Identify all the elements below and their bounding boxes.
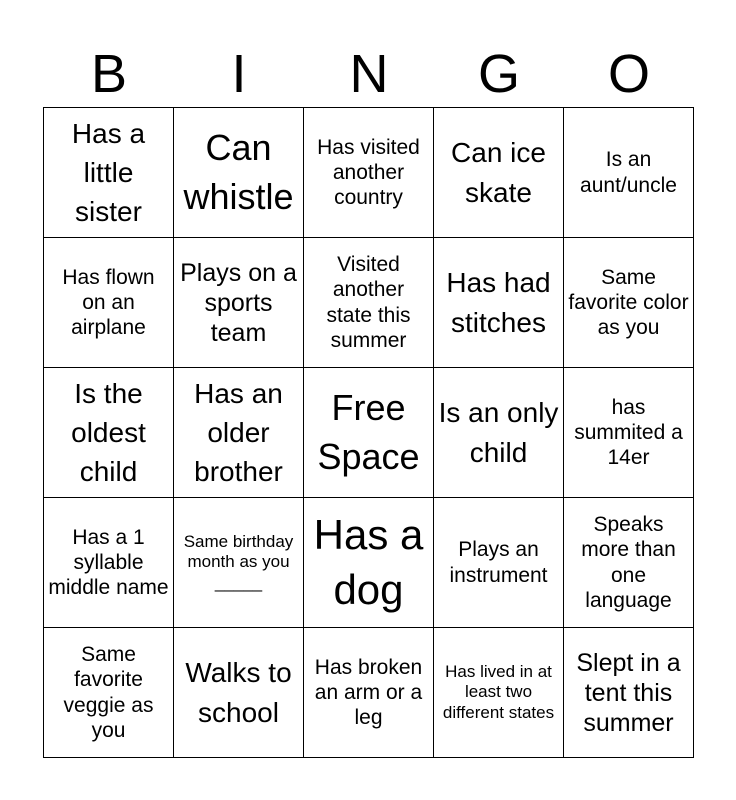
cell-text: Speaks more than one language — [581, 513, 676, 612]
cell-text: Plays on a sports team — [180, 258, 297, 347]
bingo-cell[interactable] — [564, 238, 694, 368]
cell-text: Is an aunt/uncle — [580, 148, 677, 197]
bingo-cell[interactable] — [434, 368, 564, 498]
header-letter-i: I — [231, 44, 247, 104]
bingo-cell[interactable] — [434, 628, 564, 758]
cell-text: Can ice skate — [451, 137, 546, 208]
cell-text: Has a 1 syllable middle name — [48, 525, 169, 600]
cell-text: Has a little sister — [71, 117, 146, 228]
bingo-cell[interactable] — [174, 238, 304, 368]
cell-text: Plays an instrument — [449, 538, 548, 587]
header-letter-n: N — [349, 44, 389, 104]
bingo-cell[interactable] — [174, 628, 304, 758]
bingo-cell[interactable] — [304, 498, 434, 628]
cell-text: Same birthday month as you _____ — [183, 531, 294, 592]
cell-text: Walks to school — [185, 657, 292, 728]
bingo-cell[interactable] — [564, 368, 694, 498]
bingo-cell[interactable] — [434, 498, 564, 628]
cell-text: Visited another state this summer — [326, 253, 411, 352]
cell-text: Same favorite veggie as you — [63, 643, 154, 742]
cell-text: Has lived in at least two different states — [442, 661, 555, 722]
bingo-cell[interactable] — [174, 368, 304, 498]
bingo-cell[interactable] — [174, 108, 304, 238]
bingo-cell[interactable] — [44, 108, 174, 238]
bingo-cell[interactable] — [434, 238, 564, 368]
bingo-cell[interactable] — [174, 498, 304, 628]
bingo-board — [43, 107, 694, 758]
cell-text: Is an only child — [438, 397, 559, 468]
bingo-cell[interactable] — [434, 108, 564, 238]
cell-text: Has a dog — [313, 510, 424, 613]
cell-text: Has broken an arm or a leg — [314, 655, 423, 730]
cell-text: has summited a 14er — [574, 395, 683, 470]
bingo-cell[interactable] — [304, 238, 434, 368]
cell-text: Slept in a tent this summer — [576, 648, 681, 737]
cell-text: Has flown on an airplane — [62, 265, 155, 340]
bingo-cell[interactable] — [44, 628, 174, 758]
bingo-cell[interactable] — [564, 628, 694, 758]
header-letter-o: O — [607, 44, 650, 104]
bingo-header — [44, 40, 694, 108]
bingo-cell[interactable] — [564, 108, 694, 238]
cell-text: Has visited another country — [317, 135, 420, 210]
bingo-cell[interactable] — [44, 238, 174, 368]
cell-text: Is the oldest child — [71, 377, 146, 488]
cell-text: Same favorite color as you — [568, 265, 689, 340]
bingo-cell[interactable] — [304, 108, 434, 238]
bingo-cell[interactable] — [44, 368, 174, 498]
cell-text: Has had stitches — [446, 267, 551, 338]
bingo-cell[interactable] — [44, 498, 174, 628]
header-letter-b: B — [90, 44, 128, 104]
cell-text: Can whistle — [183, 126, 294, 217]
cell-text: Has an older brother — [194, 377, 283, 488]
bingo-cell[interactable] — [564, 498, 694, 628]
free-space-cell[interactable] — [304, 368, 434, 498]
bingo-cell[interactable] — [304, 628, 434, 758]
cell-text: Free Space — [317, 386, 420, 477]
header-letter-g: G — [477, 44, 520, 104]
